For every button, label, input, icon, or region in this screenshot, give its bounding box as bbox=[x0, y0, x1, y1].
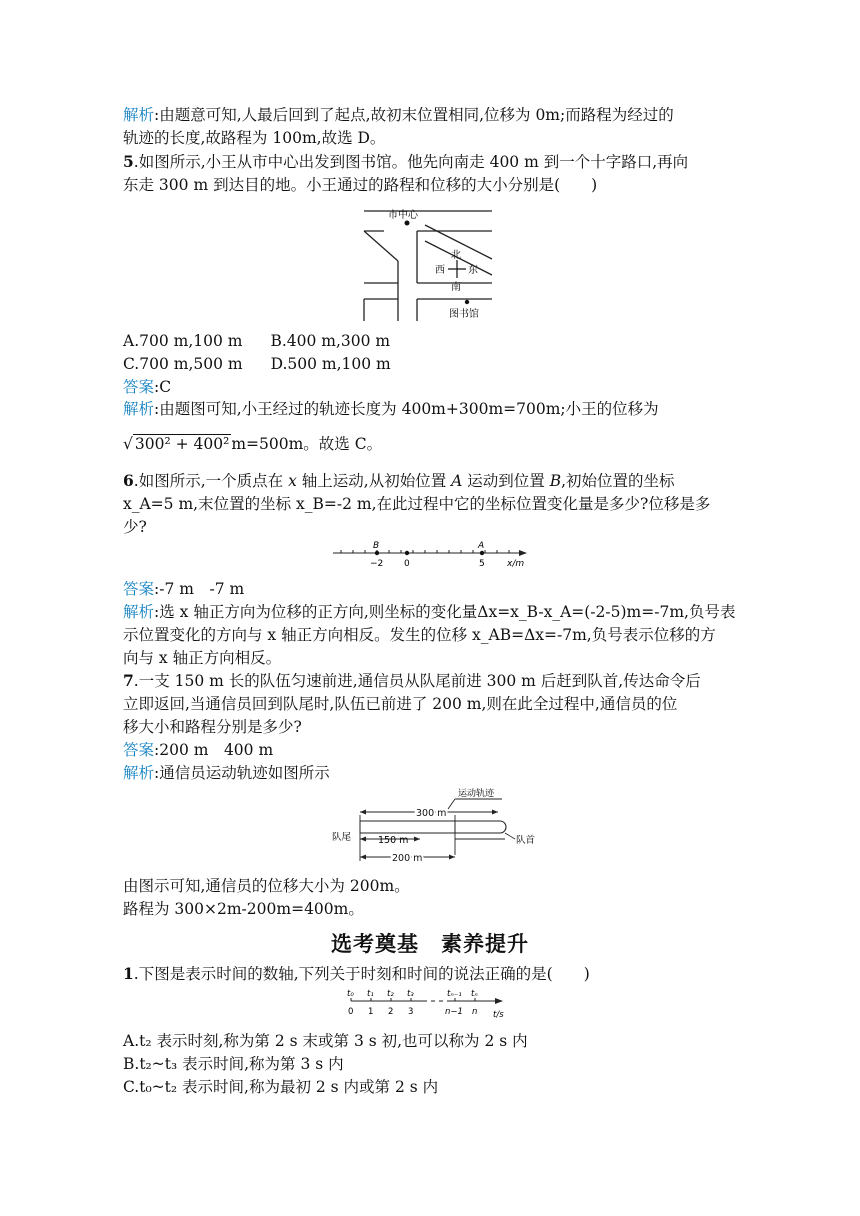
city-center-dot bbox=[405, 221, 410, 226]
t0-label: t₀ bbox=[347, 989, 354, 999]
north-label: 北 bbox=[451, 250, 461, 261]
answer-label: 答案 bbox=[123, 378, 155, 396]
west-label: 西 bbox=[435, 265, 445, 276]
tick-3: 3 bbox=[408, 1007, 414, 1017]
answer-line bbox=[123, 578, 738, 600]
question-text: 运动到位置 bbox=[462, 472, 550, 490]
time-axis-figure bbox=[343, 988, 518, 1018]
tick-1: 1 bbox=[368, 1007, 374, 1017]
t3-label: t₃ bbox=[407, 989, 414, 999]
head-label: 队首 bbox=[516, 835, 536, 846]
time-unit: t/s bbox=[493, 1010, 504, 1020]
answer-text: :-7 m -7 m bbox=[154, 580, 245, 598]
option-c: C.t₀~t₂ 表示时间,称为最初 2 s 内或第 2 s 内 bbox=[123, 1078, 439, 1096]
section-title: 选考奠基 素养提升 bbox=[331, 932, 529, 956]
option-b: B.400 m,300 m bbox=[270, 332, 391, 350]
axis-arrow-icon bbox=[495, 998, 503, 1004]
var-b: B bbox=[549, 472, 562, 490]
var-a: A bbox=[451, 472, 463, 490]
conclusion-line: 由图示可知,通信员的位移大小为 200m。 bbox=[123, 877, 410, 895]
compass-icon bbox=[448, 260, 466, 278]
t2-label: t₂ bbox=[387, 989, 394, 999]
answer-label: 答案 bbox=[123, 580, 155, 598]
explanation-text: :选 x 轴正方向为位移的正方向,则坐标的变化量Δx=x_B-x_A=(-2-5)m=-7m,负号表 bbox=[154, 603, 736, 621]
explanation-line: 轨迹的长度,故路程为 100m,故选 D。 bbox=[123, 129, 386, 147]
option-a: A.t₂ 表示时刻,称为第 2 s 末或第 3 s 初,也可以称为 2 s 内 bbox=[123, 1032, 528, 1050]
dimension-300: 300 m bbox=[416, 808, 447, 819]
var-x: x bbox=[288, 472, 297, 490]
question-6-line3: 少? bbox=[123, 518, 147, 536]
track-label: 运动轨迹 bbox=[458, 789, 495, 799]
question-text: 轴上运动,从初始位置 bbox=[296, 472, 452, 490]
axis-arrow-icon bbox=[519, 550, 527, 556]
question-text: ,初始位置的坐标 bbox=[561, 472, 675, 490]
dimension-200: 200 m bbox=[392, 853, 423, 864]
tick-n-1: n−1 bbox=[445, 1007, 463, 1017]
explanation-text: :由题图可知,小王经过的轨迹长度为 400m+300m=700m;小王的位移为 bbox=[154, 400, 659, 418]
sqrt-expression: √ 300² + 400² bbox=[123, 435, 230, 453]
explanation-line bbox=[123, 762, 738, 784]
question-number: 7 bbox=[123, 671, 134, 690]
number-axis-figure bbox=[333, 540, 533, 572]
tick-0: 0 bbox=[404, 559, 410, 569]
question-5-line2: 东走 300 m 到达目的地。小王通过的路程和位移的大小分别是( ) bbox=[123, 176, 598, 194]
question-number: 6 bbox=[123, 471, 134, 490]
explanation-line: 向与 x 轴正方向相反。 bbox=[123, 649, 282, 667]
question-text: .下图是表示时间的数轴,下列关于时刻和时间的说法正确的是( ) bbox=[133, 965, 590, 983]
east-label: 东 bbox=[468, 265, 478, 276]
answer-line bbox=[123, 739, 738, 761]
formula-rest: m=500m。故选 C。 bbox=[231, 435, 383, 453]
option-b: B.t₂~t₃ 表示时间,称为第 3 s 内 bbox=[123, 1055, 344, 1073]
question-6 bbox=[123, 470, 738, 492]
origin-point bbox=[405, 551, 409, 555]
library-dot bbox=[465, 300, 469, 304]
question-6-line2: x_A=5 m,末位置的坐标 x_B=-2 m,在此过程中它的坐标位置变化量是多少?位移是多 bbox=[123, 495, 711, 513]
south-label: 南 bbox=[451, 282, 461, 293]
explanation-line bbox=[123, 601, 738, 623]
question-7-line3: 移大小和路程分别是多少? bbox=[123, 718, 302, 736]
question-7 bbox=[123, 670, 738, 692]
city-center-label: 市中心 bbox=[388, 210, 418, 221]
option-c: C.700 m,500 m bbox=[123, 355, 243, 373]
explanation-label: 解析 bbox=[123, 400, 155, 418]
question-7-line2: 立即返回,当通信员回到队尾时,队伍已前进了 200 m,则在此全过程中,通信员的位 bbox=[123, 695, 678, 713]
explanation-text: :由题意可知,人最后回到了起点,故初末位置相同,位移为 0m;而路程为经过的 bbox=[154, 106, 674, 124]
label-b: B bbox=[373, 541, 380, 551]
tick-5: 5 bbox=[479, 559, 485, 569]
explanation-line: 示位置变化的方向与 x 轴正方向相反。发生的位移 x_AB=Δx=-7m,负号表示位移的方 bbox=[123, 626, 716, 644]
options-row-1 bbox=[123, 330, 738, 352]
conclusion-line: 路程为 300×2m-200m=400m。 bbox=[123, 900, 364, 918]
t1-label: t₁ bbox=[367, 989, 374, 999]
tn-label: tₙ bbox=[471, 989, 478, 999]
label-a: A bbox=[478, 541, 485, 551]
explanation-label: 解析 bbox=[123, 106, 155, 124]
map-figure bbox=[360, 203, 500, 321]
question-text: .如图所示,小王从市中心出发到图书馆。他先向南走 400 m 到一个十字路口,再向 bbox=[133, 153, 689, 171]
radicand: 300² + 400² bbox=[134, 435, 230, 453]
explanation-line bbox=[123, 104, 738, 126]
question-number: 5 bbox=[123, 152, 134, 171]
explanation-formula bbox=[123, 433, 738, 455]
question-text: .如图所示,一个质点在 bbox=[133, 472, 289, 490]
point-a bbox=[480, 551, 484, 555]
tick-2: 2 bbox=[388, 1007, 394, 1017]
option-a: A.700 m,100 m bbox=[123, 332, 243, 350]
axis-unit: x/m bbox=[507, 559, 525, 569]
point-b bbox=[375, 551, 379, 555]
answer-label: 答案 bbox=[123, 741, 155, 759]
explanation-text: :通信员运动轨迹如图所示 bbox=[154, 764, 330, 782]
tick-minus-2: −2 bbox=[370, 559, 384, 569]
question-text: .一支 150 m 长的队伍匀速前进,通信员从队尾前进 300 m 后赶到队首,传达命令后 bbox=[133, 672, 701, 690]
answer-text: :200 m 400 m bbox=[154, 741, 274, 759]
answer-text: :C bbox=[154, 378, 172, 396]
dimension-150: 150 m bbox=[378, 835, 409, 846]
library-label: 图书馆 bbox=[449, 309, 479, 320]
tn-1-label: tₙ₋₁ bbox=[447, 989, 462, 999]
tail-label: 队尾 bbox=[332, 832, 352, 843]
explanation-line bbox=[123, 398, 738, 420]
question-5 bbox=[123, 151, 738, 173]
explanation-label: 解析 bbox=[123, 764, 155, 782]
tick-0: 0 bbox=[348, 1007, 354, 1017]
tick-n: n bbox=[472, 1007, 478, 1017]
question-number: 1 bbox=[123, 964, 134, 983]
section-question-1 bbox=[123, 963, 738, 985]
option-d: D.500 m,100 m bbox=[270, 355, 391, 373]
answer-line bbox=[123, 376, 738, 398]
explanation-label: 解析 bbox=[123, 603, 155, 621]
troop-figure bbox=[330, 785, 540, 867]
options-row-2 bbox=[123, 353, 738, 375]
